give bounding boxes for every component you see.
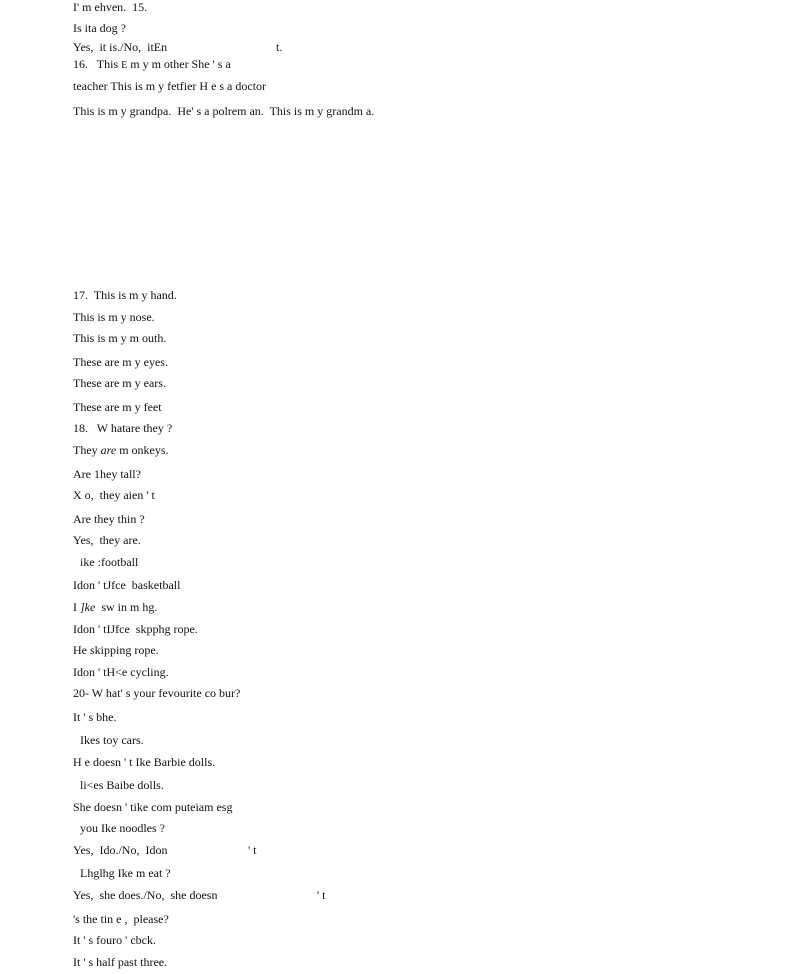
text-line: Yes, Ido./No, Idon — [73, 843, 168, 857]
text-fragment: They — [73, 443, 101, 457]
text-line: Yes, they are. — [73, 533, 141, 547]
text-line: These are m y eyes. — [73, 355, 168, 369]
text-line: These are m y ears. — [73, 376, 166, 390]
text-line: Yes, it is./No, itEn — [73, 40, 168, 54]
text-line: This is m y m outh. — [73, 331, 167, 345]
text-line: Idon ' tIJfce skpphg rope. — [73, 622, 198, 636]
text-line: H e doesn ' t Ike Barbie dolls. — [73, 755, 216, 769]
text-fragment: ' t — [248, 843, 257, 857]
text-fragment: m y m other She ' s a — [127, 57, 231, 71]
text-line: Idon ' tH<e cycling. — [73, 665, 169, 679]
text-line: li<es Baibe dolls. — [80, 778, 164, 792]
text-line: Are 1hey tall? — [73, 467, 141, 481]
text-fragment: E — [121, 60, 128, 71]
text-line: Is ita dog ? — [73, 21, 126, 35]
text-line: This is m y grandpa. He' s a polrem an. This is m y grandm a. — [73, 104, 375, 118]
text-line: Idon ' tJfce basketball — [73, 578, 181, 592]
text-line: Are they thin ? — [73, 512, 145, 526]
text-fragment: m onkeys. — [116, 443, 169, 457]
text-line: It ' s bhe. — [73, 710, 117, 724]
text-line: He skipping rope. — [73, 643, 159, 657]
text-line: X o, they aien ' t — [73, 488, 155, 502]
text-fragment: ]ke — [80, 600, 96, 614]
question-number: 16. This — [73, 57, 122, 71]
text-line: These are m y feet — [73, 400, 162, 414]
text-line — [73, 57, 231, 73]
text-line: teacher This is m y fetfier H e s a doctor — [73, 79, 267, 93]
text-line: I' m ehven. 15. — [73, 0, 148, 14]
text-line: you Ike noodles ? — [80, 821, 165, 835]
text-fragment: are — [100, 443, 117, 457]
text-line: It ' s half past three. — [73, 955, 168, 969]
text-line: It ' s fouro ' cbck. — [73, 933, 156, 947]
text-line: ike :football — [80, 555, 139, 569]
text-line — [73, 443, 169, 457]
text-line: 's the tin e , please? — [73, 912, 169, 926]
text-line: Ikes toy cars. — [80, 733, 144, 747]
text-line — [73, 600, 157, 614]
text-fragment: ' t — [317, 888, 326, 902]
text-line: Lhglhg Ike m eat ? — [80, 866, 171, 880]
text-line: Yes, she does./No, she doesn — [73, 888, 218, 902]
text-fragment: sw in m hg. — [95, 600, 158, 614]
text-line: 20- W hat' s your fevourite co bur? — [73, 686, 241, 700]
text-line: 17. This is m y hand. — [73, 288, 177, 302]
text-fragment: t. — [276, 40, 283, 54]
text-line: 18. W hatare they ? — [73, 421, 173, 435]
text-line: She doesn ' tike com puteiam esg — [73, 800, 233, 814]
text-fragment: I — [73, 600, 80, 614]
text-line: This is m y nose. — [73, 310, 155, 324]
